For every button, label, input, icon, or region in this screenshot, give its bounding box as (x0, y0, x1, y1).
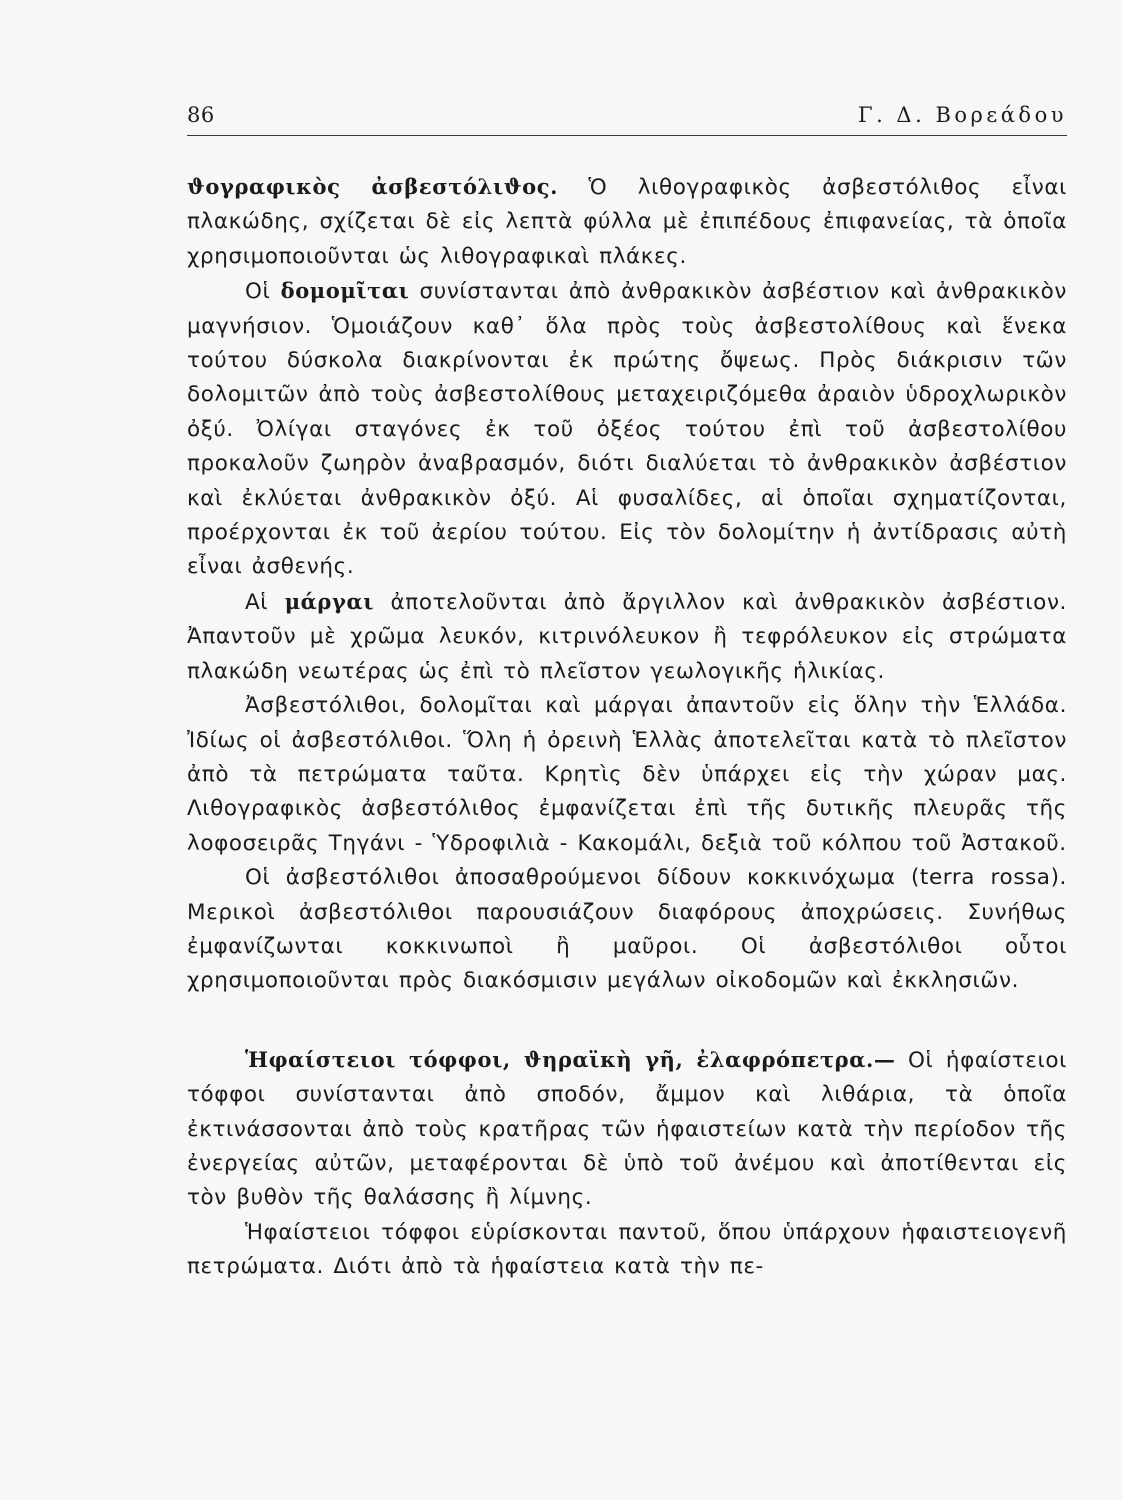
running-head (187, 103, 1067, 135)
body-text (187, 170, 1067, 1285)
header-rule (187, 135, 1067, 136)
paragraph-text: Ἡφαίστειοι τόφφοι εὑρίσκονται παντοῦ, ὅπου ὑπάρχουν ἡφαιστειογενῆ πετρώματα. Διότι ἀπὸ τὰ ἡφαίστεια κατὰ τὴν πε- (187, 1219, 1067, 1280)
paragraph-prefix: Αἱ (245, 589, 285, 615)
paragraph-text: Ὁ λιθογραφικὸς ἀσβεστόλιθος εἶναι πλακώδης, σχίζεται δὲ εἰς λεπτὰ φύλλα μὲ ἐπιπέδους ἐπιφανείας, τὰ ὁποῖα χρησιμοποιοῦνται ὡς λιθογραφικαὶ πλάκες. (187, 175, 1068, 269)
paragraph-tuff-locations (187, 1216, 1067, 1285)
paragraph-lithographic-limestone (187, 170, 1067, 274)
paragraph-prefix: Οἱ (245, 279, 281, 305)
running-head-author: Γ. Δ. Βορεάδου (858, 103, 1067, 127)
paragraph-text: συνίστανται ἀπὸ ἀνθρακικὸν ἀσβέστιον καὶ ἀνθρακικὸν μαγνήσιον. Ὁμοιάζουν καθ᾽ ὅλα πρὸς τοὺς ἀσβεστολίθους καὶ ἕνεκα τούτου δύσκολα διακρίνονται ἐκ πρώτης ὄψεως. Πρὸς διάκρισιν τῶν δολομιτῶν ἀπὸ τοὺς ἀσβεστολίθους μεταχειριζόμεθα ἀραιὸν ὑδροχλωρικὸν ὀξύ. Ὀλίγαι σταγόνες ἐκ τοῦ ὀξέος τούτου ἐπὶ τοῦ ἀσβεστολίθου προκαλοῦν ζωηρὸν ἀναβρασμόν, διότι διαλύεται τὸ ἀνθρακικὸν ἀσβέστιον καὶ ἐκλύεται ἀνθρακικὸν ὀξύ. Αἱ φυσαλίδες, αἱ ὁποῖαι σχηματίζονται, προέρχονται ἐκ τοῦ ἀερίου τούτου. Εἰς τὸν δολομίτην ἡ ἀντίδρασις αὐτὴ εἶναι ἀσθενής. (187, 279, 1067, 580)
section-heading: Ἡφαίστειοι τόφφοι, ϑηραϊκὴ γῆ, ἐλαφρόπετρα.— (245, 1046, 896, 1072)
paragraph-dolomites (187, 274, 1067, 585)
page-number: 86 (187, 103, 215, 127)
paragraph-text: Οἱ ἡφαίστειοι τόφφοι συνίστανται ἀπὸ σποδόν, ἄμμον καὶ λιθάρια, τὰ ὁποῖα ἐκτινάσσονται ἀπὸ τοὺς κρατῆρας τῶν ἡφαιστείων κατὰ τὴν περίοδον τῆς ἐνεργείας αὐτῶν, μεταφέρονται δὲ ὑπὸ τοῦ ἀνέμου καὶ ἀποτίθενται εἰς τὸν βυθὸν τῆς θαλάσσης ἢ λίμνης. (187, 1047, 1067, 1211)
paragraph-terra-rossa (187, 861, 1067, 999)
paragraph-distribution (187, 689, 1067, 861)
bold-term: μάργαι (284, 588, 374, 614)
paragraph-volcanic-tuffs (187, 1043, 1067, 1216)
section-spacer (187, 999, 1067, 1043)
lead-term: ϑογραφικὸς ἀσβεστόλιϑος. (187, 174, 559, 199)
paragraph-text: Ἀσβεστόλιθοι, δολομῖται καὶ μάργαι ἀπαντοῦν εἰς ὅλην τὴν Ἑλλάδα. Ἰδίως οἱ ἀσβεστόλιθοι. Ὅλη ἡ ὀρεινὴ Ἑλλὰς ἀποτελεῖται κατὰ τὸ πλεῖστον ἀπὸ τὰ πετρώματα ταῦτα. Κρητὶς δὲν ὑπάρχει εἰς τὴν χώραν μας. Λιθογραφικὸς ἀσβεστόλιθος ἐμφανίζεται ἐπὶ τῆς δυτικῆς πλευρᾶς τῆς λοφοσειρᾶς Τηγάνι - Ὑδροφιλιὰ - Κακομάλι, δεξιὰ τοῦ κόλπου τοῦ Ἀστακοῦ. (187, 693, 1067, 856)
bold-term: δομομῖται (280, 278, 410, 304)
paragraph-text: ἀποτελοῦνται ἀπὸ ἄργιλλον καὶ ἀνθρακικὸν ἀσβέστιον. Ἀπαντοῦν μὲ χρῶμα λευκόν, κιτρινόλευκον ἢ τεφρόλευκον εἰς στρώματα πλακώδη νεωτέρας ὡς ἐπὶ τὸ πλεῖστον γεωλογικῆς ἡλικίας. (187, 589, 1067, 684)
paragraph-marls (187, 585, 1067, 689)
paragraph-text: Οἱ ἀσβεστόλιθοι ἀποσαθρούμενοι δίδουν κοκκινόχωμα (terra rossa). Μερικοὶ ἀσβεστόλιθοι παρουσιάζουν διαφόρους ἀποχρώσεις. Συνήθως ἐμφανίζωνται κοκκινωποὶ ἢ μαῦροι. Οἱ ἀσβεστόλιθοι οὗτοι χρησιμοποιοῦνται πρὸς διακόσμισιν μεγάλων οἰκοδομῶν καὶ ἐκκλησιῶν. (187, 865, 1067, 994)
